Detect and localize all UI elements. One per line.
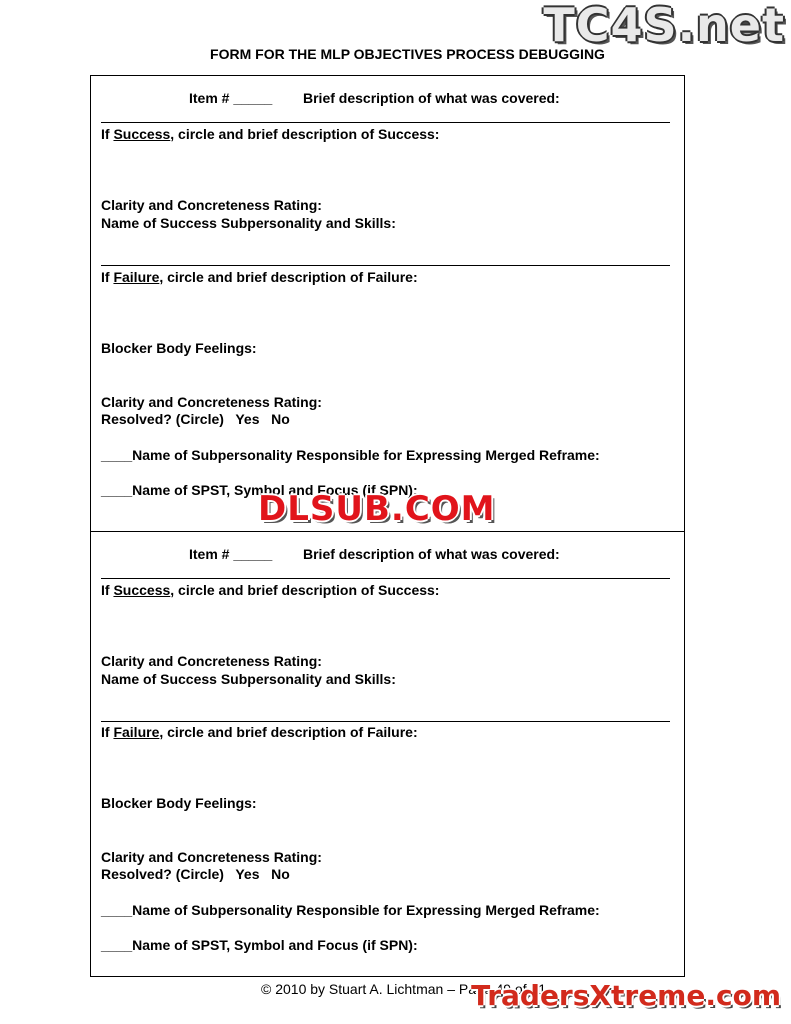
clarity-rating-label: Clarity and Concreteness Rating:	[101, 197, 322, 213]
merged-reframe-label: ____Name of Subpersonality Responsible for Expressing Merged Reframe:	[101, 447, 600, 463]
success-subpersonality-label: Name of Success Subpersonality and Skills:	[101, 671, 396, 687]
item-number-label: Item # _____	[189, 90, 273, 106]
resolved-label: Resolved? (Circle) Yes No	[101, 411, 290, 427]
success-subpersonality-label: Name of Success Subpersonality and Skills:	[101, 215, 396, 231]
form-section-1	[91, 76, 684, 531]
rule-line	[101, 578, 670, 579]
clarity-rating-label: Clarity and Concreteness Rating:	[101, 849, 322, 865]
tradersxtreme-watermark: TradersXtreme.com	[471, 979, 781, 1012]
success-label: If Success, circle and brief description of Success:	[101, 582, 440, 598]
rule-line	[101, 721, 670, 722]
failure-label: If Failure, circle and brief description of Failure:	[101, 269, 418, 285]
blocker-body-feelings-label: Blocker Body Feelings:	[101, 340, 257, 356]
spst-label: ____Name of SPST, Symbol and Focus (if SPN):	[101, 937, 418, 953]
form-section-2	[91, 532, 684, 987]
copyright-footer: © 2010 by Stuart A. Lichtman – Page 49 of 51	[261, 981, 547, 997]
tc4s-watermark: TC4S.net	[543, 0, 785, 52]
success-label: If Success, circle and brief description of Success:	[101, 126, 440, 142]
clarity-rating-label: Clarity and Concreteness Rating:	[101, 653, 322, 669]
rule-line	[101, 122, 670, 123]
brief-description-label: Brief description of what was covered:	[303, 90, 560, 106]
blocker-body-feelings-label: Blocker Body Feelings:	[101, 795, 257, 811]
item-number-label: Item # _____	[189, 546, 273, 562]
rule-line	[101, 265, 670, 266]
resolved-label: Resolved? (Circle) Yes No	[101, 866, 290, 882]
clarity-rating-label: Clarity and Concreteness Rating:	[101, 394, 322, 410]
failure-label: If Failure, circle and brief description of Failure:	[101, 724, 418, 740]
dlsub-watermark: DLSUB.COM	[258, 489, 496, 529]
page-title: FORM FOR THE MLP OBJECTIVES PROCESS DEBUGGING	[210, 46, 605, 62]
spst-label: ____Name of SPST, Symbol and Focus (if SPN):	[101, 482, 418, 498]
brief-description-label: Brief description of what was covered:	[303, 546, 560, 562]
merged-reframe-label: ____Name of Subpersonality Responsible for Expressing Merged Reframe:	[101, 902, 600, 918]
